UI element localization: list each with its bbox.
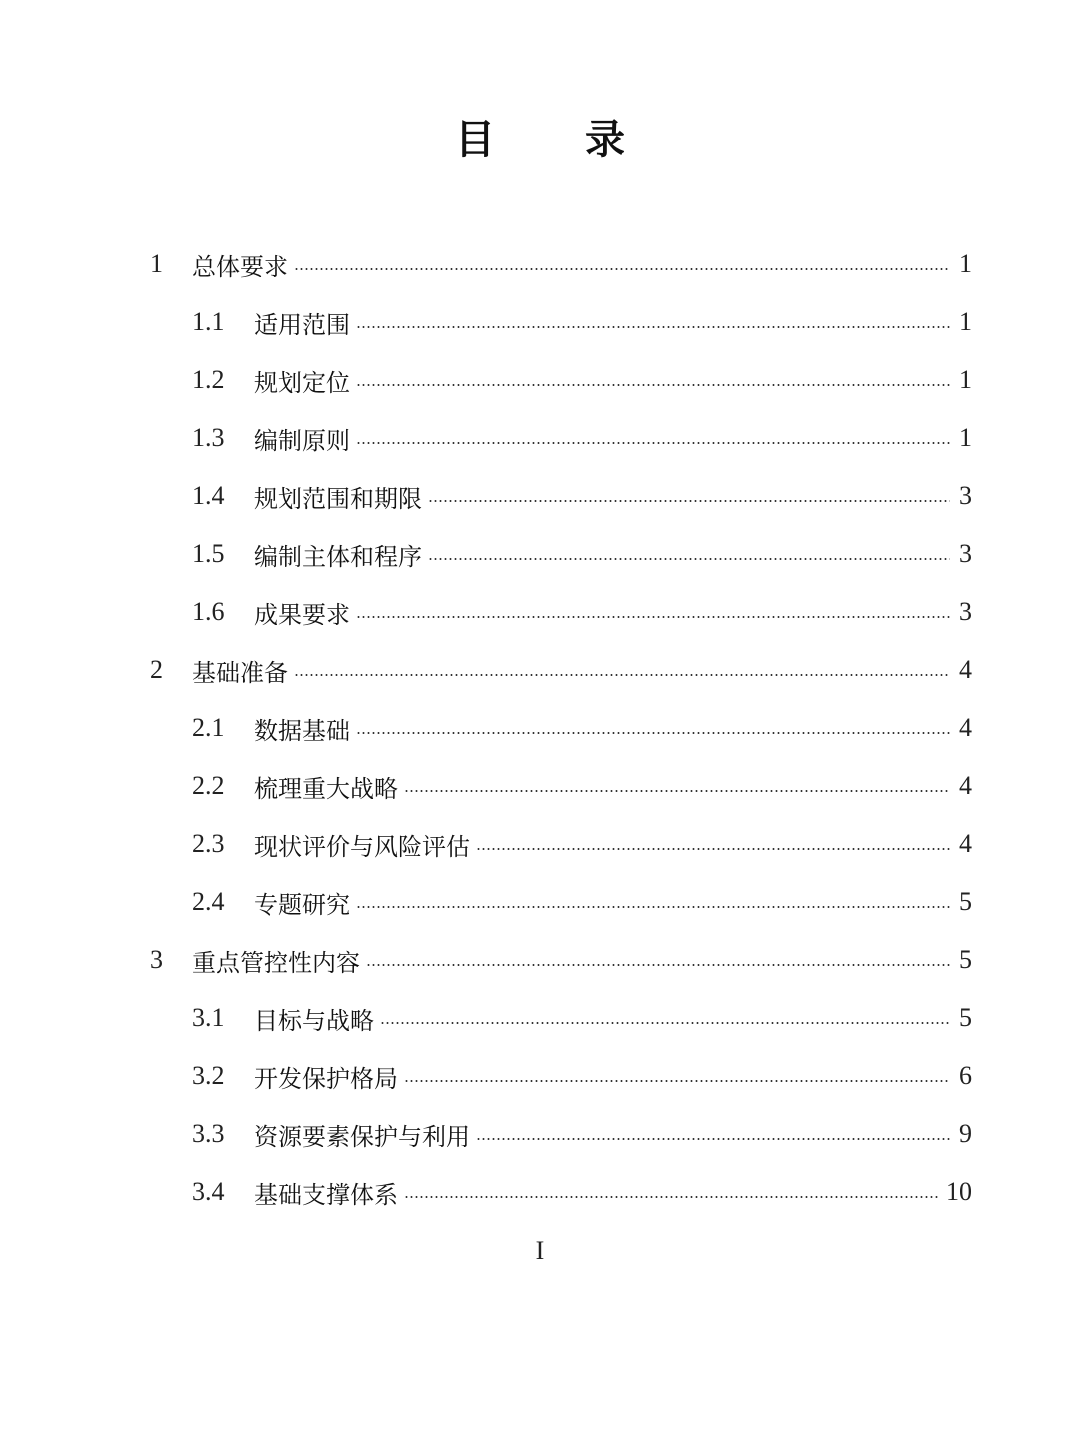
page-title: 目 录 bbox=[455, 117, 663, 163]
toc-entry-label: 规划定位 bbox=[254, 368, 350, 397]
toc-entry-page: 1 bbox=[959, 365, 972, 394]
toc-entry-page: 4 bbox=[959, 771, 972, 800]
toc-entry-label: 目标与战略 bbox=[254, 1006, 374, 1035]
toc-entry-label: 专题研究 bbox=[254, 890, 350, 919]
toc-entry[interactable] bbox=[192, 757, 972, 815]
toc-entry[interactable] bbox=[192, 467, 972, 525]
toc-entry-number: 3.1 bbox=[192, 1003, 225, 1032]
toc-entry-label: 总体要求 bbox=[192, 252, 288, 281]
toc-entry[interactable] bbox=[192, 873, 972, 931]
toc-entry-label: 成果要求 bbox=[254, 600, 350, 629]
toc-dot-leader bbox=[356, 616, 950, 618]
toc-entry-page: 1 bbox=[959, 423, 972, 452]
toc-dot-leader bbox=[294, 268, 950, 270]
toc-entry-page: 5 bbox=[959, 887, 972, 916]
toc-entry-number: 1.4 bbox=[192, 481, 225, 510]
toc-dot-leader bbox=[476, 848, 950, 850]
toc-dot-leader bbox=[356, 384, 950, 386]
toc-entry-number: 1.6 bbox=[192, 597, 225, 626]
toc-entry-number: 2.1 bbox=[192, 713, 225, 742]
toc-entry-page: 6 bbox=[959, 1061, 972, 1090]
toc-entry-page: 3 bbox=[959, 597, 972, 626]
toc-entry-page: 1 bbox=[959, 307, 972, 336]
toc-entry-number: 2 bbox=[150, 655, 163, 684]
toc-dot-leader bbox=[428, 500, 950, 502]
toc-entry-label: 重点管控性内容 bbox=[192, 948, 360, 977]
toc-entry-page: 5 bbox=[959, 945, 972, 974]
toc-dot-leader bbox=[428, 558, 950, 560]
toc-entry[interactable] bbox=[192, 351, 972, 409]
toc-entry[interactable] bbox=[192, 409, 972, 467]
toc-dot-leader bbox=[404, 790, 950, 792]
toc-entry[interactable] bbox=[192, 583, 972, 641]
toc-dot-leader bbox=[404, 1196, 940, 1198]
toc-dot-leader bbox=[294, 674, 950, 676]
toc-entry-page: 10 bbox=[946, 1177, 972, 1206]
toc-entry[interactable] bbox=[192, 1047, 972, 1105]
toc-entry[interactable] bbox=[150, 641, 972, 699]
toc-entry-number: 3.3 bbox=[192, 1119, 225, 1148]
toc-entry-page: 3 bbox=[959, 539, 972, 568]
toc-entry-label: 编制主体和程序 bbox=[254, 542, 422, 571]
toc-entry[interactable] bbox=[150, 931, 972, 989]
toc-dot-leader bbox=[476, 1138, 950, 1140]
toc-entry-number: 3.2 bbox=[192, 1061, 225, 1090]
toc-entry[interactable] bbox=[192, 699, 972, 757]
toc-entry-page: 1 bbox=[959, 249, 972, 278]
toc-entry-number: 1.1 bbox=[192, 307, 225, 336]
toc-entry-number: 2.4 bbox=[192, 887, 225, 916]
toc-entry-number: 1.5 bbox=[192, 539, 225, 568]
toc-entry-number: 1.3 bbox=[192, 423, 225, 452]
toc-entry[interactable] bbox=[192, 1105, 972, 1163]
toc-entry-label: 基础支撑体系 bbox=[254, 1180, 398, 1209]
toc-entry-label: 适用范围 bbox=[254, 310, 350, 339]
toc-entry[interactable] bbox=[192, 525, 972, 583]
toc-dot-leader bbox=[356, 442, 950, 444]
toc-entry-number: 3.4 bbox=[192, 1177, 225, 1206]
toc-dot-leader bbox=[356, 326, 950, 328]
toc-entry-label: 资源要素保护与利用 bbox=[254, 1122, 470, 1151]
toc-entry-number: 1 bbox=[150, 249, 163, 278]
toc-dot-leader bbox=[380, 1022, 950, 1024]
toc-entry-label: 规划范围和期限 bbox=[254, 484, 422, 513]
toc-entry-label: 数据基础 bbox=[254, 716, 350, 745]
toc-entry-page: 9 bbox=[959, 1119, 972, 1148]
toc-entry-page: 4 bbox=[959, 829, 972, 858]
toc-entry-label: 编制原则 bbox=[254, 426, 350, 455]
toc-dot-leader bbox=[356, 906, 950, 908]
toc-entry-label: 基础准备 bbox=[192, 658, 288, 687]
page-number: I bbox=[535, 1236, 545, 1265]
toc-entry-page: 5 bbox=[959, 1003, 972, 1032]
toc-dot-leader bbox=[356, 732, 950, 734]
toc-dot-leader bbox=[404, 1080, 950, 1082]
toc-entry[interactable] bbox=[192, 815, 972, 873]
toc-entry-page: 4 bbox=[959, 655, 972, 684]
toc-entry-label: 开发保护格局 bbox=[254, 1064, 398, 1093]
toc-entry-number: 2.2 bbox=[192, 771, 225, 800]
toc-entry-number: 1.2 bbox=[192, 365, 225, 394]
toc-entry-page: 4 bbox=[959, 713, 972, 742]
toc-entry-label: 现状评价与风险评估 bbox=[254, 832, 470, 861]
toc-entry-page: 3 bbox=[959, 481, 972, 510]
toc-entry[interactable] bbox=[192, 1163, 972, 1221]
toc-dot-leader bbox=[366, 964, 950, 966]
toc-entry[interactable] bbox=[150, 235, 972, 293]
toc-entry-number: 3 bbox=[150, 945, 163, 974]
toc-entry-number: 2.3 bbox=[192, 829, 225, 858]
toc-entry[interactable] bbox=[192, 989, 972, 1047]
toc-entry-label: 梳理重大战略 bbox=[254, 774, 398, 803]
toc-entry[interactable] bbox=[192, 293, 972, 351]
